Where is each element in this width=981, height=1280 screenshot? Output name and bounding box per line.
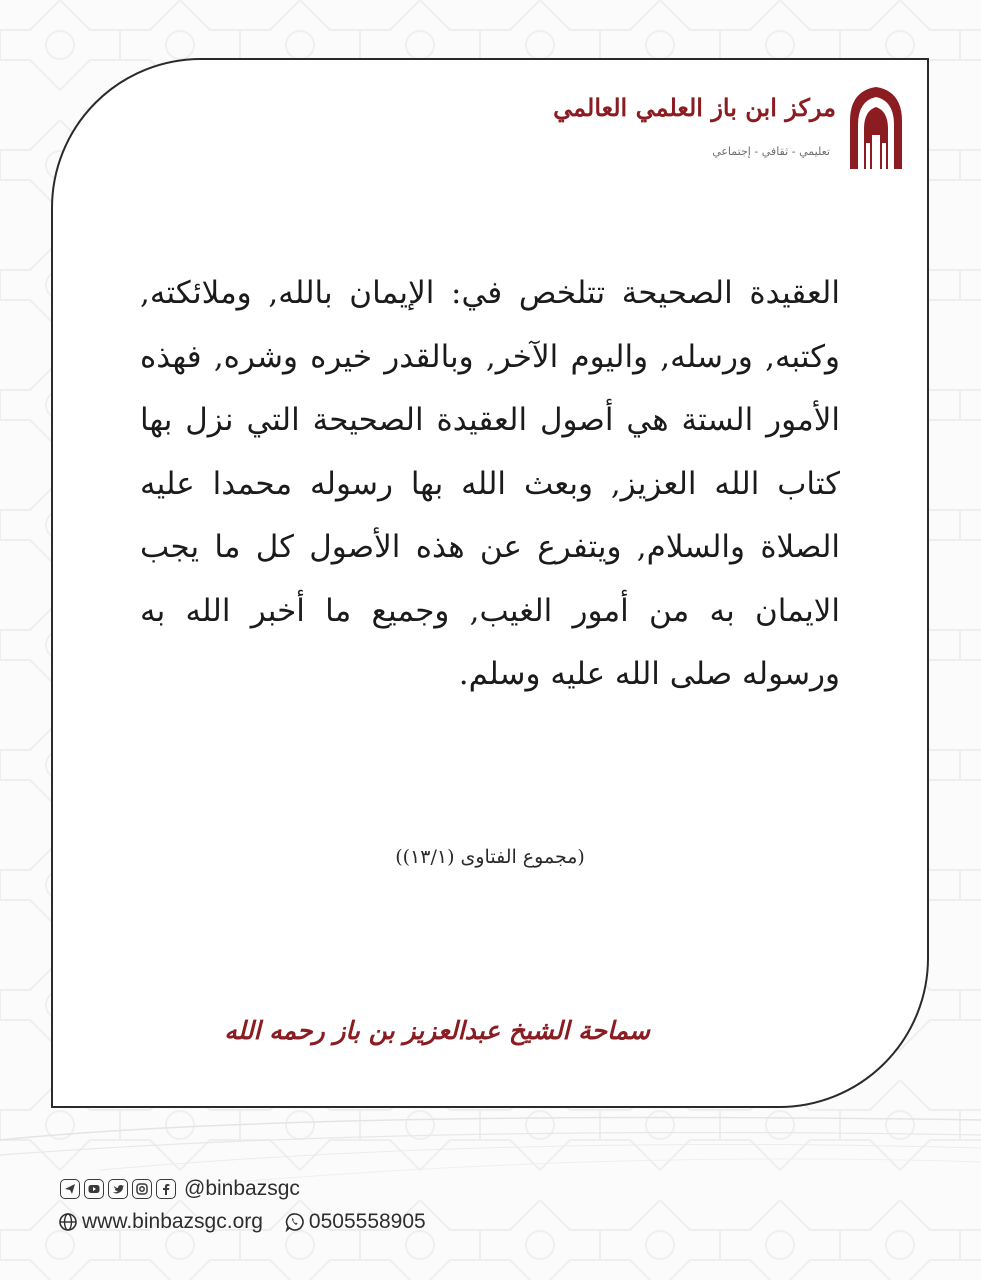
social-row (60, 1176, 300, 1202)
youtube-icon[interactable] (84, 1179, 104, 1199)
source-reference: (مجموع الفتاوى (١٣/١)) (395, 846, 585, 868)
logo-subtitle: تعليمي - ثقافي - إجتماعي (712, 145, 830, 158)
contact-row (58, 1208, 426, 1236)
social-handle[interactable]: @binbazsgc (184, 1177, 300, 1200)
body-text: العقيدة الصحيحة تتلخص في: الإيمان بالله, وملائكته, وكتبه, ورسله, واليوم الآخر, وبالقدر خيره وشره, فهذه الأمور الستة هي أصول العقيدة الصحيحة التي نزل بها كتاب الله العزيز, وبعث الله بها رسوله محمدا عليه الصلاة والسلام, ويتفرع عن هذه الأصول كل ما يجب الايمان به من أمور الغيب, وجميع ما أخبر الله به ورسوله صلى الله عليه وسلم. (140, 275, 840, 692)
globe-icon (58, 1212, 78, 1232)
instagram-icon[interactable] (132, 1179, 152, 1199)
website-link[interactable]: www.binbazsgc.org (82, 1210, 263, 1233)
twitter-icon[interactable] (108, 1179, 128, 1199)
telegram-icon[interactable] (60, 1179, 80, 1199)
signature-text: سماحة الشيخ عبدالعزيز بن باز رحمه الله (224, 1016, 650, 1045)
footer-decoration (0, 1100, 981, 1220)
whatsapp-icon (285, 1212, 305, 1232)
center-logo (553, 85, 912, 175)
phone-number[interactable]: 0505558905 (308, 1210, 426, 1233)
mosque-arch-icon (846, 85, 906, 169)
facebook-icon[interactable] (156, 1179, 176, 1199)
logo-title: مركز ابن باز العلمي العالمي (553, 93, 836, 122)
signature (224, 1010, 650, 1070)
